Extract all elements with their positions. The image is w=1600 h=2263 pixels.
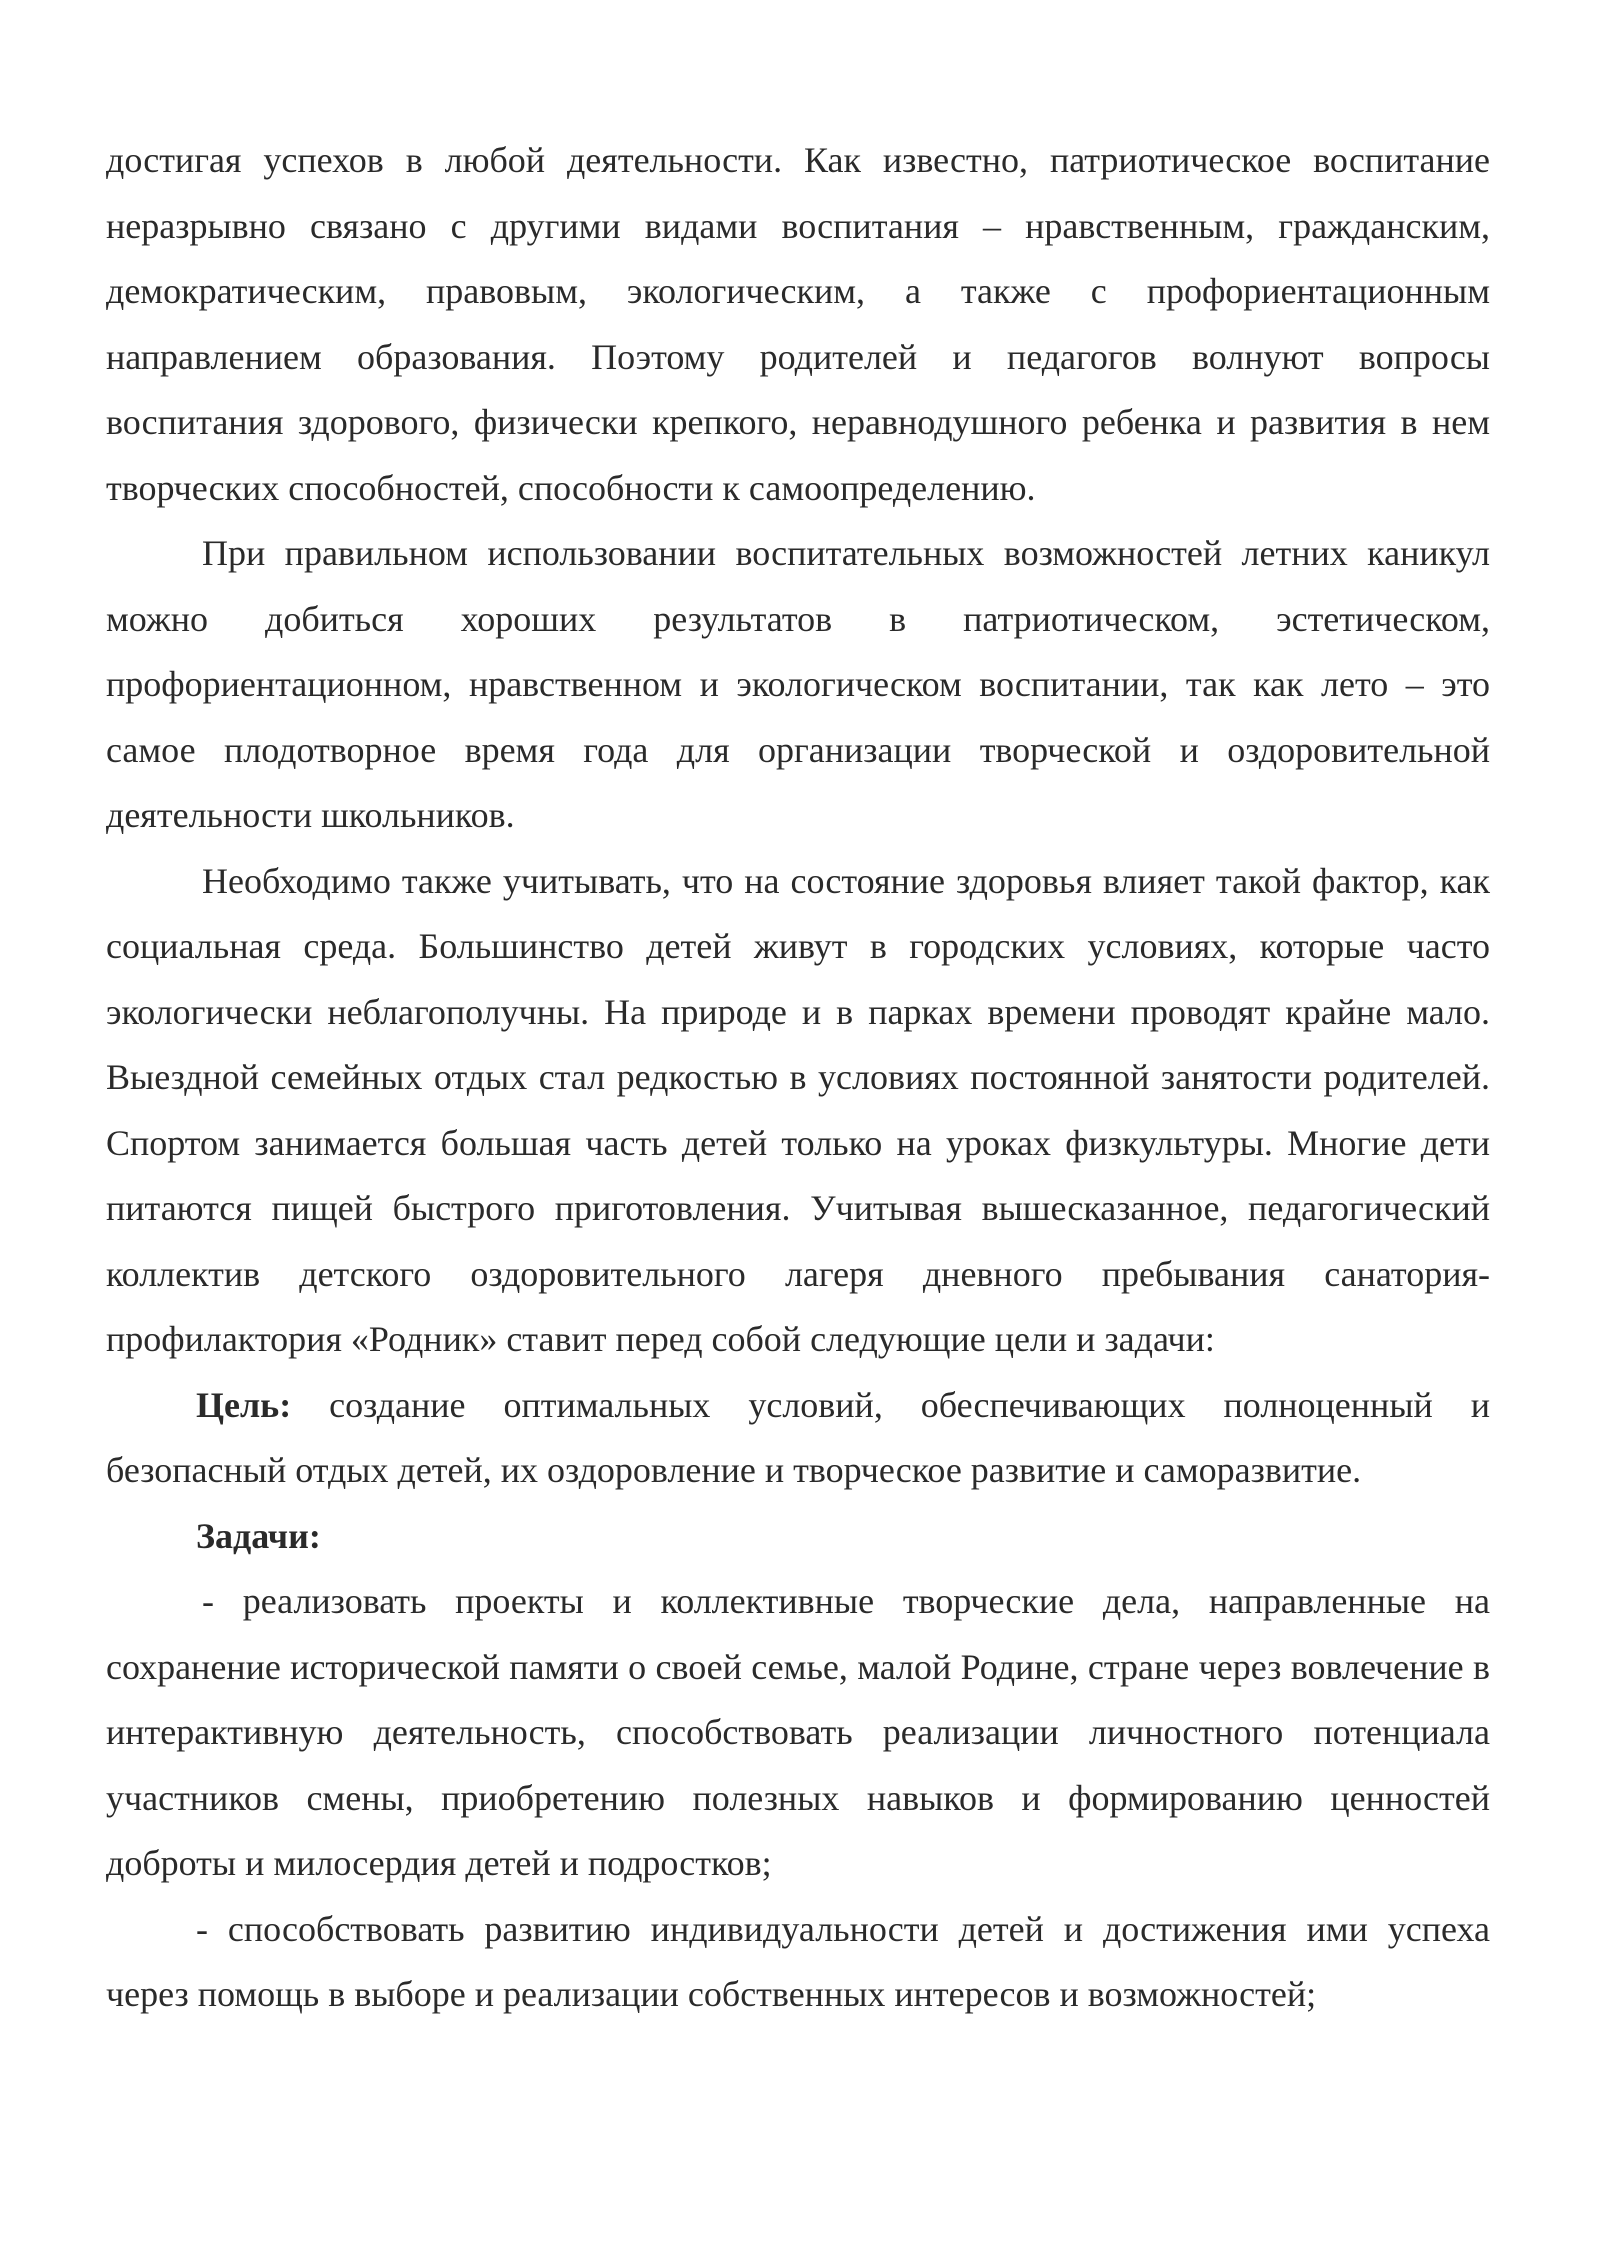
goal-label: Цель: [196,1384,292,1425]
task-item-1: - реализовать проекты и коллективные творческие дела, направленные на сохранение исторической памяти о своей семье, малой Родине, стране через вовлечение в интерактивную деятельность, способствовать реализации личностного потенциала участников смены, приобретению полезных навыков и формированию ценностей доброты и милосердия детей и подростков; [106,1581,1490,1883]
goal-text: создание оптимальных условий, обеспечивающих полноценный и безопасный отдых детей, их оздоровление и творческое развитие и саморазвитие. [106,1384,1490,1490]
goal-paragraph [106,1373,1490,1504]
document-page [106,128,1490,2028]
paragraph-social-environment: Необходимо также учитывать, что на состояние здоровья влияет такой фактор, как социальная среда. Большинство детей живут в городских условиях, которые часто экологически неблагополучны. На природе и в парках времени проводят крайне мало. Выездной семейных отдых стал редкостью в условиях постоянной занятости родителей. Спортом занимается большая часть детей только на уроках физкультуры. Многие дети питаются пищей быстрого приготовления. Учитывая вышесказанное, педагогический коллектив детского оздоровительного лагеря дневного пребывания санатория-профилактория «Родник» ставит перед собой следующие цели и задачи: [106,860,1490,1359]
paragraph-summer-holidays: При правильном использовании воспитательных возможностей летних каникул можно добиться хороших результатов в патриотическом, эстетическом, профориентационном, нравственном и экологическом воспитании, так как лето – это самое плодотворное время года для организации творческой и оздоровительной деятельности школьников. [106,533,1490,835]
tasks-heading: Задачи: [196,1515,321,1556]
paragraph-patriotic-education: достигая успехов в любой деятельности. Как известно, патриотическое воспитание неразрывно связано с другими видами воспитания – нравственным, гражданским, демократическим, правовым, экологическим, а также с профориентационным направлением образования. Поэтому родителей и педагогов волнуют вопросы воспитания здорового, физически крепкого, неравнодушного ребенка и развития в нем творческих способностей, способности к самоопределению. [106,140,1490,508]
task-item-2: - способствовать развитию индивидуальности детей и достижения ими успеха через помощь в выборе и реализации собственных интересов и возможностей; [106,1908,1490,2014]
